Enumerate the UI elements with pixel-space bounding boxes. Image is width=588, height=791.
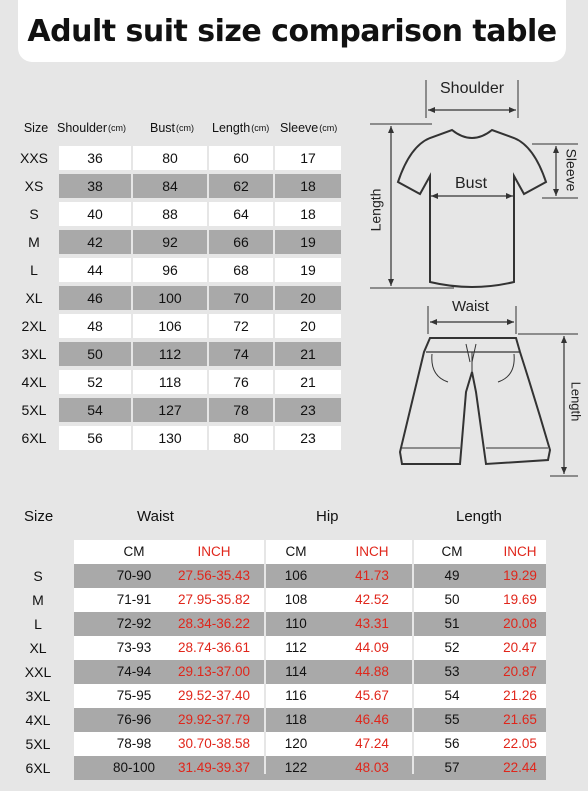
waist-cm-cell: 78-98 <box>116 736 152 751</box>
length-inch-cell: 20.87 <box>503 664 537 679</box>
length-inch-cell: 21.65 <box>503 712 537 727</box>
hip-inch-cell: 42.52 <box>355 592 389 607</box>
size-cell: XS <box>24 178 44 194</box>
header-bust-label: Bust <box>150 121 176 135</box>
length-cm-cell: 51 <box>444 616 460 631</box>
sleeve-cell: 21 <box>275 370 341 394</box>
length-cell: 64 <box>209 202 273 226</box>
bust-cell: 92 <box>133 230 207 254</box>
waist-inch-cell: 27.56-35.43 <box>177 568 251 583</box>
length-inch-cell: 19.29 <box>503 568 537 583</box>
shoulder-cell: 42 <box>59 230 131 254</box>
header-shoulder <box>57 118 126 138</box>
shorts-length-label: Length <box>568 381 584 422</box>
size-cell: 5XL <box>25 736 51 752</box>
size-cell: L <box>34 616 42 632</box>
size-cell: S <box>29 206 39 222</box>
size-cell: 4XL <box>21 374 47 390</box>
hip-cm-cell: 118 <box>285 712 307 727</box>
group-divider <box>264 540 266 774</box>
sleeve-cell: 23 <box>275 398 341 422</box>
hip-inch-cell: 44.88 <box>355 664 389 679</box>
hip-cm-cell: 116 <box>285 688 307 703</box>
length-cm-cell: 54 <box>444 688 460 703</box>
length-cm-cell: 52 <box>444 640 460 655</box>
waist-inch-cell: 28.34-36.22 <box>177 616 251 631</box>
waist-inch-cell: 29.13-37.00 <box>177 664 251 679</box>
bust-cell: 127 <box>133 398 207 422</box>
header-bust-unit: (cm) <box>176 123 195 133</box>
size-cell: 3XL <box>25 688 51 704</box>
title-banner <box>18 0 566 62</box>
size-cell: M <box>32 592 44 608</box>
waist-inch-cell: 28.74-36.61 <box>177 640 251 655</box>
size-cell: 3XL <box>21 346 47 362</box>
waist-cm-cell: 74-94 <box>116 664 152 679</box>
garment-diagram <box>364 72 588 492</box>
length-inch-cell: 20.08 <box>503 616 537 631</box>
size-cell: M <box>28 234 40 250</box>
shoulder-cell: 40 <box>59 202 131 226</box>
bust-cell: 112 <box>133 342 207 366</box>
shoulder-cell: 44 <box>59 258 131 282</box>
size-cell: XL <box>29 640 47 656</box>
subheader-cm: CM <box>285 544 307 559</box>
group-length: Length <box>456 508 502 525</box>
hip-inch-cell: 43.31 <box>355 616 389 631</box>
size-cell: 5XL <box>21 402 47 418</box>
subheader-inch: INCH <box>197 544 231 559</box>
waist-label: Waist <box>452 298 489 315</box>
length-cell: 74 <box>209 342 273 366</box>
waist-inch-cell: 29.92-37.79 <box>177 712 251 727</box>
shoulder-label: Shoulder <box>440 80 505 97</box>
subheader-cm: CM <box>441 544 463 559</box>
hip-cm-cell: 112 <box>285 640 307 655</box>
size-cell: 6XL <box>25 760 51 776</box>
length-inch-cell: 20.47 <box>503 640 537 655</box>
page-title: Adult suit size comparison table <box>27 13 557 49</box>
group-divider <box>412 540 414 774</box>
bust-cell: 118 <box>133 370 207 394</box>
group-waist: Waist <box>137 508 174 525</box>
header-length <box>212 118 269 138</box>
waist-inch-cell: 29.52-37.40 <box>177 688 251 703</box>
length-cell: 72 <box>209 314 273 338</box>
header-size-label: Size <box>23 121 49 135</box>
subheader-inch: INCH <box>503 544 537 559</box>
waist-cm-cell: 76-96 <box>116 712 152 727</box>
length-cell: 60 <box>209 146 273 170</box>
hip-inch-cell: 44.09 <box>355 640 389 655</box>
length-cell: 78 <box>209 398 273 422</box>
length-cell: 70 <box>209 286 273 310</box>
hip-cm-cell: 110 <box>285 616 307 631</box>
length-cm-cell: 57 <box>444 760 460 775</box>
shoulder-cell: 36 <box>59 146 131 170</box>
size-cell: XL <box>25 290 43 306</box>
sleeve-cell: 18 <box>275 174 341 198</box>
waist-inch-cell: 30.70-38.58 <box>177 736 251 751</box>
bust-cell: 88 <box>133 202 207 226</box>
waist-cm-cell: 73-93 <box>116 640 152 655</box>
shirt-length-label: Length <box>367 188 384 232</box>
hip-cm-cell: 114 <box>285 664 307 679</box>
length-inch-cell: 22.05 <box>503 736 537 751</box>
garment-drawing <box>364 72 588 492</box>
waist-cm-cell: 72-92 <box>116 616 152 631</box>
bust-cell: 100 <box>133 286 207 310</box>
shoulder-cell: 54 <box>59 398 131 422</box>
length-inch-cell: 22.44 <box>503 760 537 775</box>
length-cell: 66 <box>209 230 273 254</box>
header-length-unit: (cm) <box>251 123 270 133</box>
sleeve-cell: 19 <box>275 230 341 254</box>
size-cell: 2XL <box>21 318 47 334</box>
header-shoulder-unit: (cm) <box>108 123 127 133</box>
subheader-cm: CM <box>123 544 145 559</box>
header-sleeve <box>280 118 337 138</box>
shoulder-cell: 50 <box>59 342 131 366</box>
waist-cm-cell: 80-100 <box>112 760 156 775</box>
sleeve-cell: 17 <box>275 146 341 170</box>
sleeve-cell: 19 <box>275 258 341 282</box>
bust-label: Bust <box>455 175 488 192</box>
sleeve-cell: 20 <box>275 314 341 338</box>
bust-cell: 106 <box>133 314 207 338</box>
size-cell: L <box>30 262 38 278</box>
sleeve-cell: 23 <box>275 426 341 450</box>
hip-cm-cell: 120 <box>284 736 308 751</box>
bust-cell: 130 <box>133 426 207 450</box>
bottom-header-size: Size <box>24 508 54 525</box>
length-cell: 80 <box>209 426 273 450</box>
group-hip: Hip <box>316 508 339 525</box>
shoulder-cell: 52 <box>59 370 131 394</box>
hip-inch-cell: 45.67 <box>355 688 389 703</box>
bust-cell: 80 <box>133 146 207 170</box>
sleeve-cell: 18 <box>275 202 341 226</box>
waist-cm-cell: 71-91 <box>116 592 152 607</box>
size-cell: 6XL <box>21 430 47 446</box>
length-cm-cell: 49 <box>444 568 460 583</box>
size-cell: 4XL <box>25 712 51 728</box>
hip-inch-cell: 48.03 <box>355 760 389 775</box>
bust-cell: 96 <box>133 258 207 282</box>
size-cell: XXS <box>19 150 48 166</box>
hip-cm-cell: 108 <box>284 592 308 607</box>
header-size <box>18 118 54 138</box>
hip-cm-cell: 106 <box>284 568 308 583</box>
waist-inch-cell: 27.95-35.82 <box>177 592 251 607</box>
waist-cm-cell: 75-95 <box>116 688 152 703</box>
sleeve-cell: 20 <box>275 286 341 310</box>
shoulder-cell: 46 <box>59 286 131 310</box>
waist-inch-cell: 31.49-39.37 <box>177 760 251 775</box>
length-inch-cell: 19.69 <box>503 592 537 607</box>
header-sleeve-label: Sleeve <box>280 121 319 135</box>
header-bust <box>150 118 194 138</box>
length-cm-cell: 56 <box>444 736 460 751</box>
length-cell: 62 <box>209 174 273 198</box>
length-cm-cell: 53 <box>444 664 460 679</box>
length-cell: 76 <box>209 370 273 394</box>
size-cell: S <box>33 568 43 584</box>
length-cm-cell: 50 <box>444 592 460 607</box>
shoulder-cell: 56 <box>59 426 131 450</box>
bust-cell: 84 <box>133 174 207 198</box>
header-shoulder-label: Shoulder <box>57 121 108 135</box>
sleeve-cell: 21 <box>275 342 341 366</box>
size-cell: XXL <box>24 664 52 680</box>
length-cm-cell: 55 <box>444 712 460 727</box>
waist-cm-cell: 70-90 <box>116 568 152 583</box>
hip-inch-cell: 47.24 <box>355 736 389 751</box>
shoulder-cell: 48 <box>59 314 131 338</box>
header-sleeve-unit: (cm) <box>319 123 338 133</box>
length-cell: 68 <box>209 258 273 282</box>
subheader-inch: INCH <box>355 544 389 559</box>
hip-inch-cell: 41.73 <box>355 568 389 583</box>
shoulder-cell: 38 <box>59 174 131 198</box>
length-inch-cell: 21.26 <box>503 688 537 703</box>
header-length-label: Length <box>212 121 251 135</box>
hip-inch-cell: 46.46 <box>355 712 389 727</box>
hip-cm-cell: 122 <box>284 760 308 775</box>
sleeve-label: Sleeve <box>563 148 580 192</box>
